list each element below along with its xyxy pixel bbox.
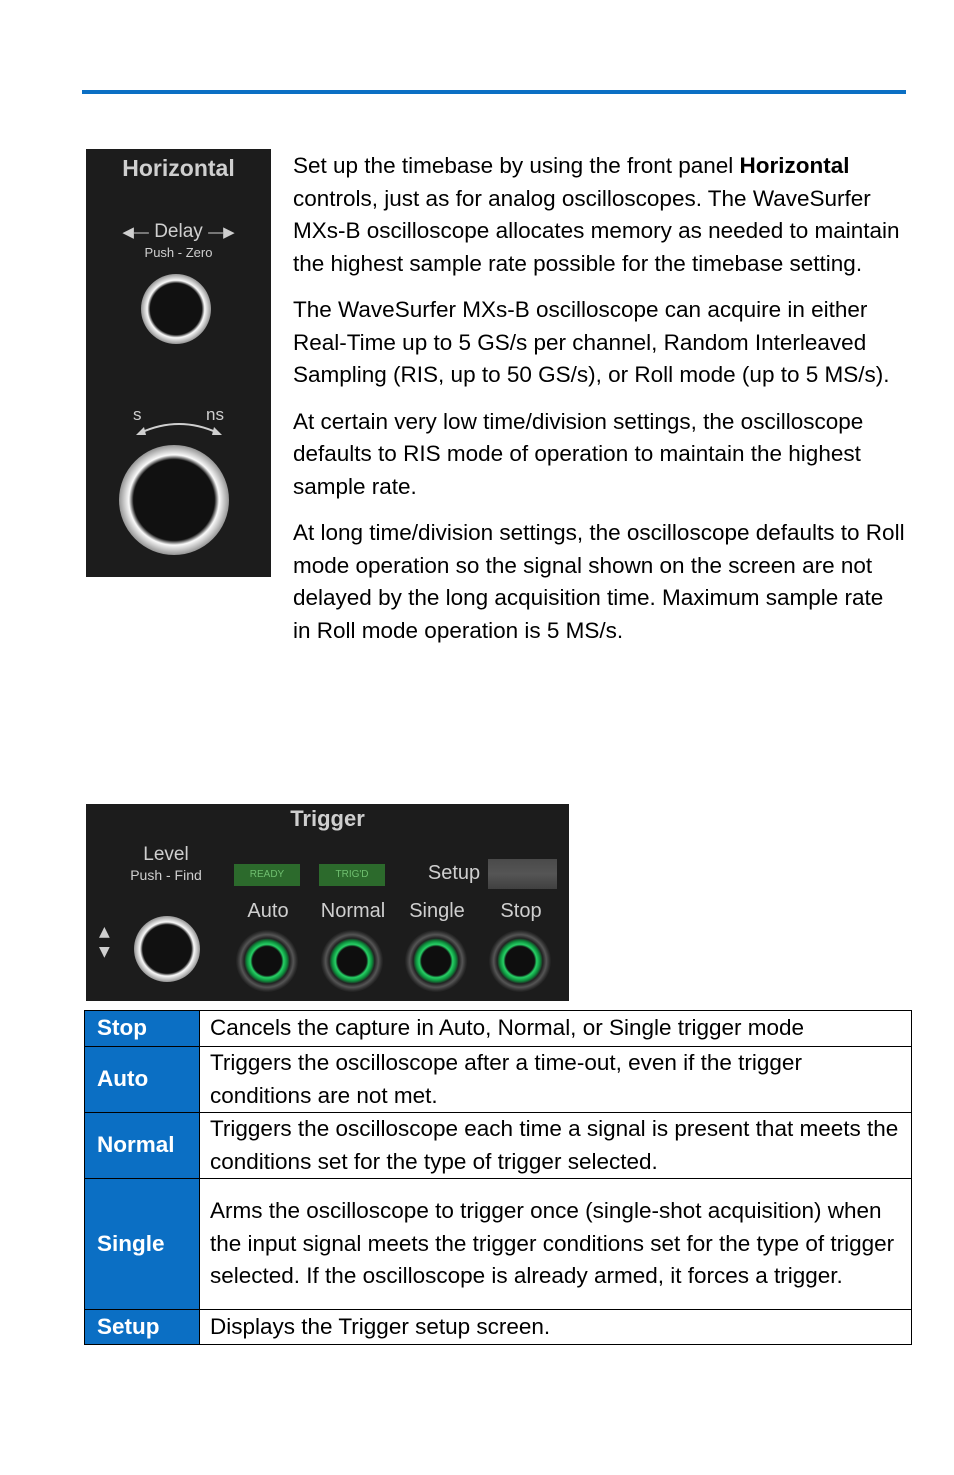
ready-led: READY — [234, 864, 300, 886]
auto-label: Auto — [247, 900, 289, 922]
delay-label: ◀— Delay —▶ — [122, 221, 235, 242]
normal-label: Normal — [320, 900, 386, 922]
single-button[interactable] — [405, 930, 467, 992]
mode-key: Single — [85, 1179, 200, 1310]
paragraph-4: At long time/division settings, the oscilloscope defaults to Roll mode operation so the signal shown on the screen are not delayed by the long acquisition time. Maximum sample rate in Roll mode operation is 5 MS/s. — [293, 520, 905, 643]
mode-description: Cancels the capture in Auto, Normal, or Single trigger mode — [200, 1011, 912, 1047]
setup-button[interactable] — [488, 859, 557, 889]
table-row — [85, 1310, 912, 1345]
s-label: s — [133, 405, 142, 424]
trigger-title: Trigger — [290, 806, 365, 831]
trigger-panel-image — [86, 804, 569, 1001]
table-row — [85, 1113, 912, 1179]
horizontal-title: Horizontal — [122, 155, 235, 181]
stop-label: Stop — [500, 900, 542, 922]
normal-button[interactable] — [321, 930, 383, 992]
mode-description: Triggers the oscilloscope each time a signal is present that meets the conditions set for the type of trigger selected. — [200, 1113, 912, 1179]
trigd-led: TRIG'D — [319, 864, 385, 886]
paragraph-2: The WaveSurfer MXs-B oscilloscope can acquire in either Real-Time up to 5 GS/s per channel, Random Interleaved Sampling (RIS, up to 50 GS/s), or Roll mode (up to 5 MS/s). — [293, 297, 890, 387]
paragraph-3: At certain very low time/division settings, the oscilloscope defaults to RIS mode of operation to maintain the highest sample rate. — [293, 408, 864, 499]
mode-description: Arms the oscilloscope to trigger once (single-shot acquisition) when the input signal meets the trigger conditions set for the type of trigger selected. If the oscilloscope is already armed, it forces a trigger. — [200, 1179, 912, 1310]
table-row — [85, 1047, 912, 1113]
level-label: Level — [143, 844, 189, 865]
delay-sublabel: Push - Zero — [144, 245, 213, 260]
mode-key: Auto — [85, 1047, 200, 1113]
mode-key: Setup — [85, 1310, 200, 1345]
single-label: Single — [409, 900, 465, 922]
ns-label: ns — [206, 405, 224, 424]
table-row — [85, 1011, 912, 1047]
level-sublabel: Push - Find — [130, 867, 202, 883]
header-rule — [82, 90, 906, 94]
timebase-knob[interactable] — [119, 445, 229, 555]
mode-description: Triggers the oscilloscope after a time-out, even if the trigger conditions are not met. — [200, 1047, 912, 1113]
up-down-arrow-icon: ▲ ▼ — [99, 924, 110, 960]
level-knob[interactable] — [134, 916, 200, 982]
setup-label: Setup — [427, 862, 481, 884]
paragraph-1: Set up the timebase by using the front panel Horizontal controls, just as for analog oscilloscopes. The WaveSurfer MXs-B oscilloscope allocates memory as needed to maintain the highest sample rate possible for the timebase setting. — [293, 153, 900, 276]
auto-button[interactable] — [236, 930, 298, 992]
table-row — [85, 1179, 912, 1310]
arrow-right-icon: —▶ — [208, 224, 235, 241]
delay-knob[interactable] — [141, 274, 211, 344]
arrow-left-icon: ◀— — [122, 224, 149, 241]
mode-key: Stop — [85, 1011, 200, 1047]
horizontal-description — [293, 150, 905, 661]
mode-key: Normal — [85, 1113, 200, 1179]
trigger-modes-table — [84, 1010, 912, 1345]
mode-description: Displays the Trigger setup screen. — [200, 1310, 912, 1345]
stop-button[interactable] — [489, 930, 551, 992]
horizontal-panel-image — [86, 149, 271, 577]
curved-arrow-icon — [134, 417, 224, 437]
